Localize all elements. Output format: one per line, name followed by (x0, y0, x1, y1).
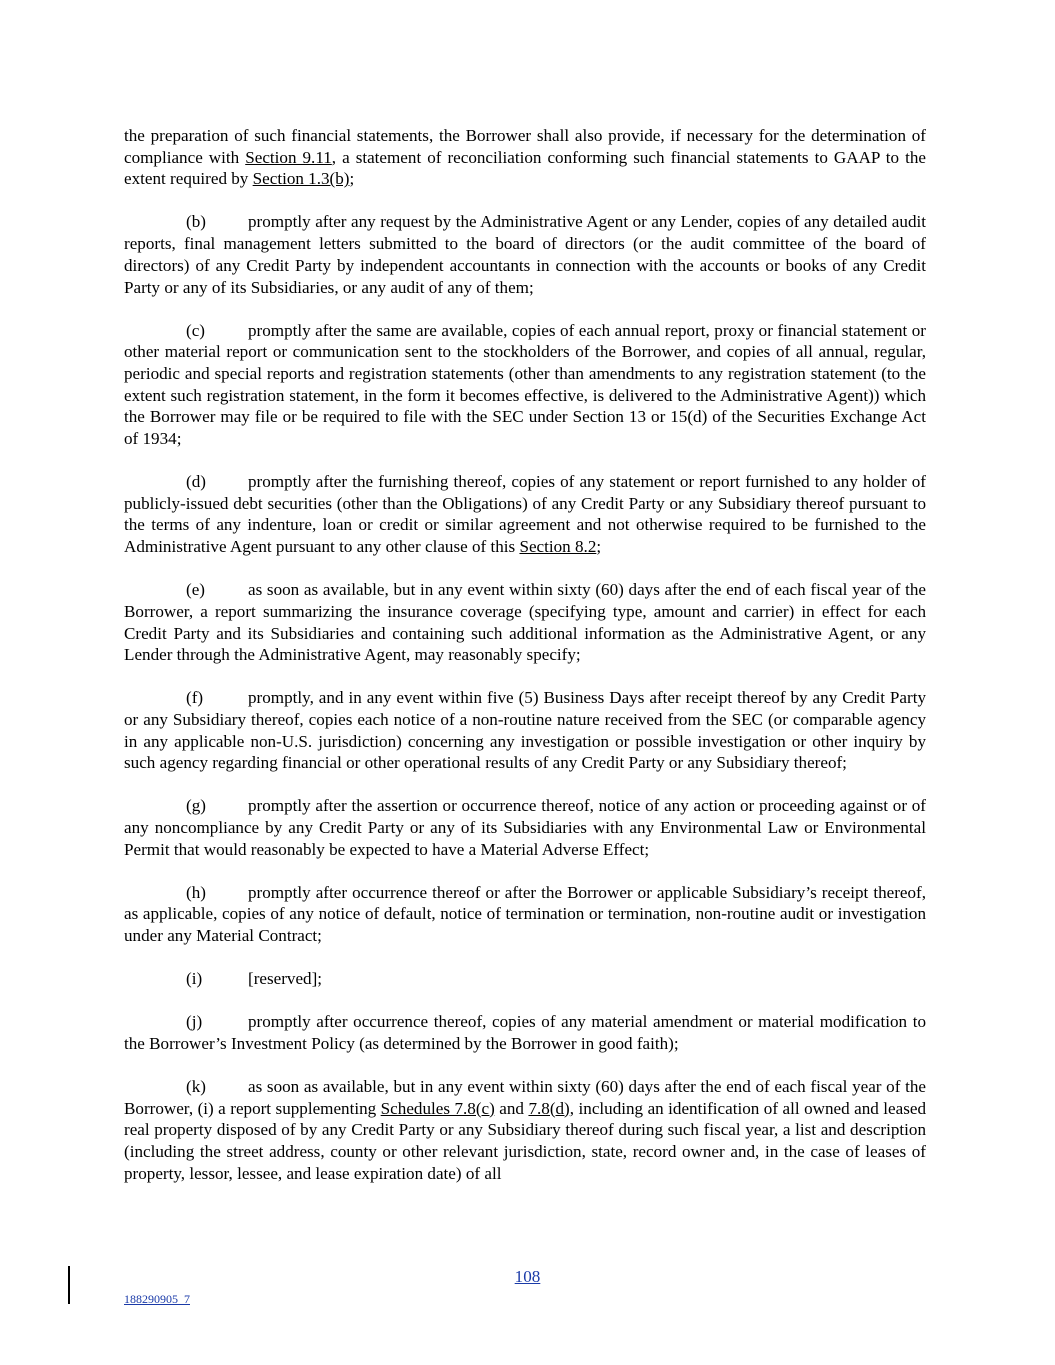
item-label-c: (c) (186, 320, 205, 340)
item-text-d-tail: ; (596, 537, 602, 557)
item-label-f: (f) (186, 688, 204, 708)
item-text-b: promptly after any request by the Administrative Agent or any Lender, copies of any detailed audit reports, final management letters submitted to the board of directors (or the audit committee of the board of directors) of any Credit Party by independent accountants in connection with the accounts or books of any Credit Party or any of its Subsidiaries, or any audit of any of them; (124, 212, 926, 297)
paragraph-j (124, 1011, 926, 1054)
paragraph-f (124, 687, 926, 774)
document-body (124, 125, 926, 1206)
paragraph-d (124, 471, 926, 558)
paragraph-e (124, 579, 926, 666)
item-label-h: (h) (186, 882, 206, 902)
item-text-f: promptly, and in any event within five (5) Business Days after receipt thereof by any Credit Party or any Subsidiary thereof, copies each notice of a non-routine nature received from the SEC (or comparable agency in any applicable non-U.S. jurisdiction) concerning any investigation or possible investigation or other inquiry by such agency regarding financial or other operational results of any Credit Party or any Subsidiary thereof; (124, 688, 926, 773)
intro-text-1: the preparation of such financial statements, the Borrower shall also provide, if necessary for the determination of compliance with (124, 126, 926, 167)
intro-text-2: , a statement of reconciliation conforming such financial statements to GAAP to the extent required by (124, 147, 926, 189)
item-label-k: (k) (186, 1076, 206, 1096)
section-8-2-reference: Section 8.2 (519, 537, 597, 557)
paragraph-k (124, 1076, 926, 1185)
section-1-3b-reference: Section 1.3(b) (252, 169, 350, 189)
item-text-c: promptly after the same are available, copies of each annual report, proxy or financial statement or other material report or communication sent to the stockholders of the Borrower, and copies of all annual, regular, periodic and special reports and registration statements (other than amendments to any registration statement (to the extent such registration statement, in the form it becomes effective, is delivered to the Administrative Agent)) which the Borrower may file or be required to file with the SEC under Section 13 or 15(d) of the Securities Exchange Act of 1934; (124, 320, 926, 449)
item-text-j: promptly after occurrence thereof, copies of any material amendment or material modification to the Borrower’s Investment Policy (as determined by the Borrower in good faith); (124, 1012, 926, 1053)
item-text-k-3: , including an identification of all owned and leased real property disposed of by any Credit Party or any Subsidiary thereof during such fiscal year, a list and description (including the street address, county or other relevant jurisdiction, state, record owner and, in the case of leases of property, lessor, lessee, and lease expiration date) of all (124, 1098, 926, 1183)
paragraph-i (124, 968, 926, 990)
item-text-e: as soon as available, but in any event within sixty (60) days after the end of each fiscal year of the Borrower, a report summarizing the insurance coverage (specifying type, amount and carrier) in effect for each Credit Party and its Subsidiaries and containing such additional information as the Administrative Agent, or any Lender through the Administrative Agent, may reasonably specify; (124, 580, 926, 665)
item-label-b: (b) (186, 212, 206, 232)
item-text-g: promptly after the assertion or occurrence thereof, notice of any action or proceeding against or of any noncompliance by any Credit Party or any of its Subsidiaries with any Environmental Law or Environmental Permit that would reasonably be expected to have a Material Adverse Effect; (124, 796, 926, 859)
item-text-d: promptly after the furnishing thereof, copies of any statement or report furnished to any holder of publicly-issued debt securities (other than the Obligations) of any Credit Party or any Subsidiary thereof pursuant to the terms of any indenture, loan or credit or similar agreement and not otherwise required to be furnished to the Administrative Agent pursuant to any other clause of this (124, 472, 926, 557)
document-id: 188290905_7 (124, 1292, 190, 1306)
schedule-7-8d-reference: 7.8(d) (528, 1098, 570, 1118)
item-label-e: (e) (186, 580, 205, 600)
item-label-j: (j) (186, 1012, 203, 1032)
item-text-i: [reserved]; (248, 969, 323, 989)
page-number: 108 (514, 1267, 541, 1286)
item-text-k-2: and (494, 1098, 529, 1118)
intro-text-3: ; (349, 169, 355, 189)
item-text-k-1: as soon as available, but in any event within sixty (60) days after the end of each fiscal year of the Borrower, (i) a report supplementing (124, 1076, 926, 1118)
paragraph-b (124, 211, 926, 298)
paragraph-intro (124, 125, 926, 190)
item-text-h: promptly after occurrence thereof or after the Borrower or applicable Subsidiary’s receipt thereof, as applicable, copies of any notice of default, notice of termination or termination, non-routine audit or investigation under any Material Contract; (124, 882, 926, 946)
paragraph-g (124, 795, 926, 860)
paragraph-h (124, 882, 926, 947)
paragraph-c (124, 320, 926, 450)
section-9-11-reference: Section 9.11 (245, 147, 332, 167)
item-label-d: (d) (186, 472, 206, 492)
item-label-g: (g) (186, 796, 206, 816)
schedules-7-8c-reference: Schedules 7.8(c) (380, 1098, 495, 1118)
item-label-i: (i) (186, 969, 203, 989)
